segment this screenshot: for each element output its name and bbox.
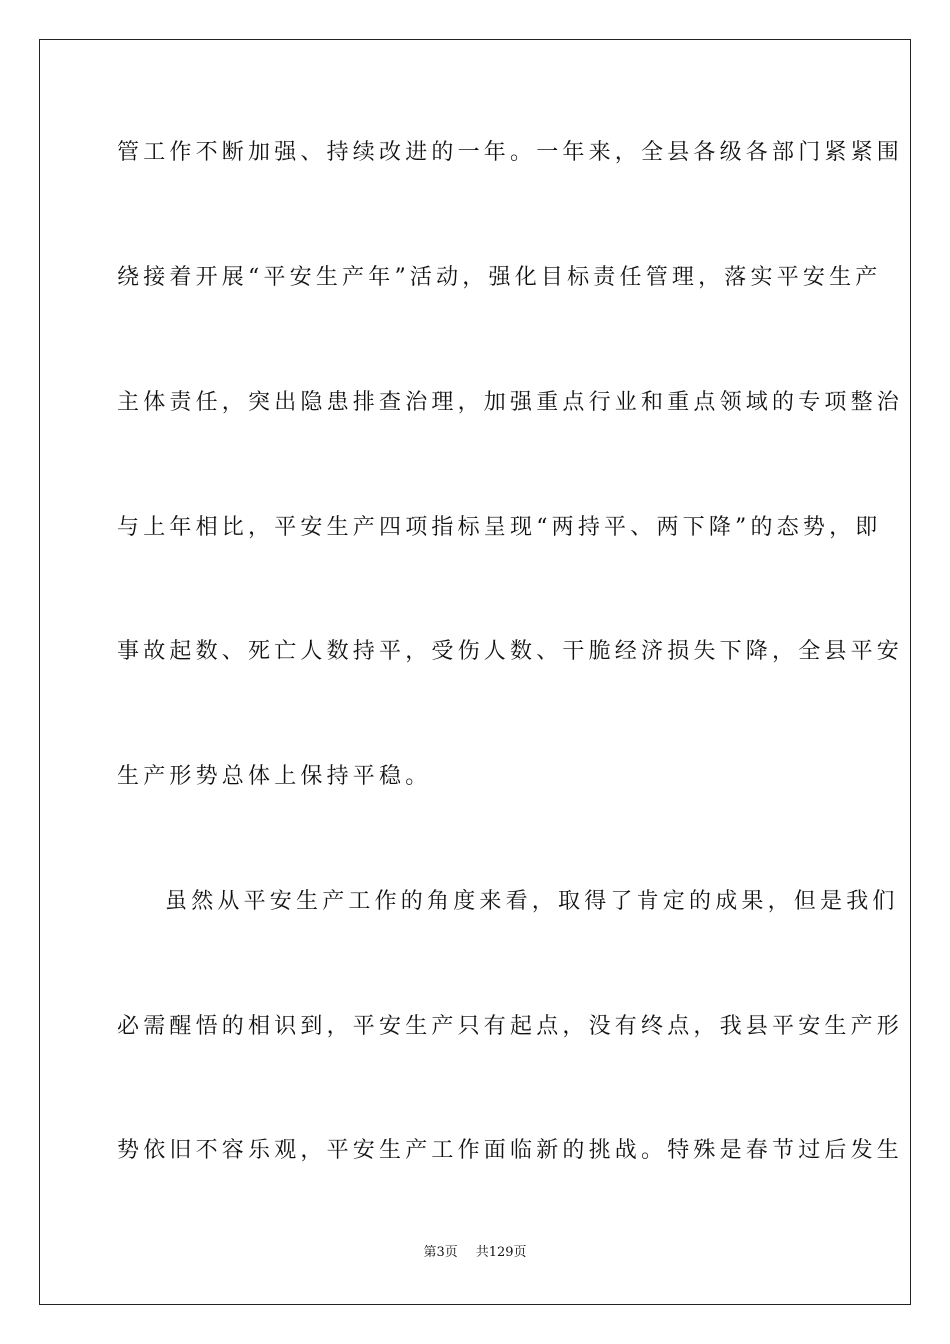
paragraph-first-line: 虽然从平安生产工作的角度来看，取得了肯定的成果，但是我们 [165,889,899,914]
page-footer [0,1244,950,1262]
text-line: 管工作不断加强、持续改进的一年。一年来，全县各级各部门紧紧围 [117,140,904,165]
page-border [39,39,911,1305]
page-number: 第3页 [423,1245,458,1260]
text-line: 生产形势总体上保持平稳。 [117,764,432,789]
text-line: 绕接着开展“平安生产年”活动，强化目标责任管理，落实平安生产 [117,265,882,290]
text-line: 事故起数、死亡人数持平，受伤人数、干脆经济损失下降，全县平安 [117,639,904,664]
text-line: 必需醒悟的相识到，平安生产只有起点，没有终点，我县平安生产形 [117,1014,904,1039]
text-line: 势依旧不容乐观，平安生产工作面临新的挑战。特殊是春节过后发生 [117,1138,904,1163]
total-pages: 共129页 [475,1245,527,1260]
text-line: 与上年相比，平安生产四项指标呈现“两持平、两下降”的态势，即 [117,515,882,540]
text-line: 主体责任，突出隐患排查治理，加强重点行业和重点领域的专项整治 [117,390,904,415]
